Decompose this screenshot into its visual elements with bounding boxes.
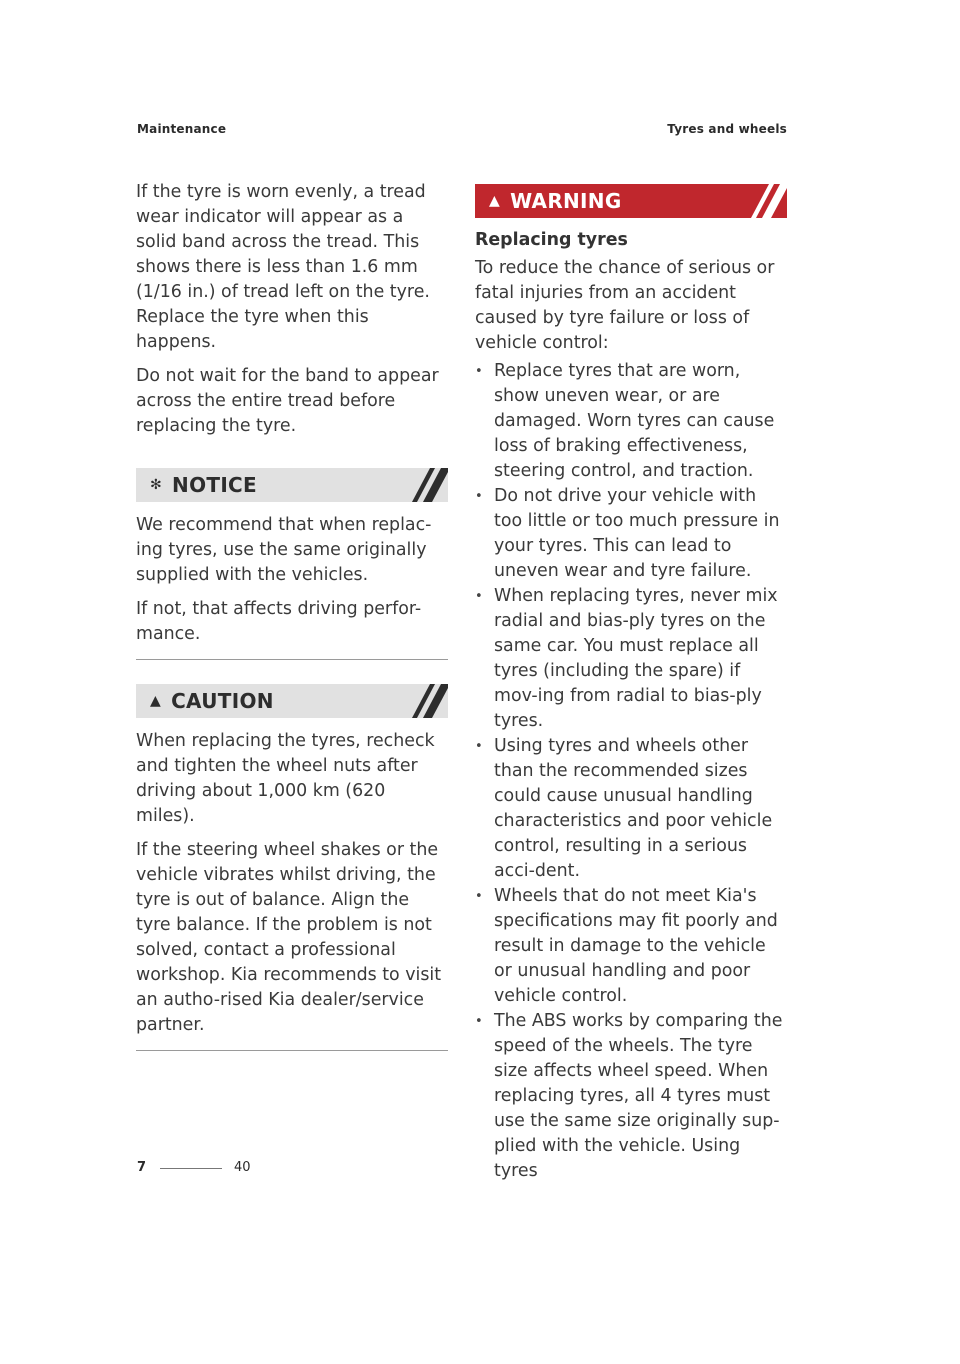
section-divider — [136, 1050, 448, 1051]
list-item: • Do not drive your vehicle with too little or too much pressure in your tyres. This can lead to uneven wear and tyre failure. — [475, 484, 787, 584]
caution-title: CAUTION — [171, 689, 274, 713]
left-column — [136, 180, 448, 1075]
warning-triangle-icon: ▲ — [489, 193, 501, 209]
list-item: • When replacing tyres, never mix radial and bias-ply tyres on the same car. You must replace all tyres (including the spare) if mov-ing from radial to bias-ply tyres. — [475, 584, 787, 734]
stripes-decoration — [398, 684, 448, 718]
list-item: • Replace tyres that are worn, show uneven wear, or are damaged. Worn tyres can cause loss of braking effectiveness, steering control, and traction. — [475, 359, 787, 484]
list-item: • Wheels that do not meet Kia's specifications may fit poorly and result in damage to the vehicle or unusual handling and poor vehicle control. — [475, 884, 787, 1009]
notice-paragraph: We recommend that when replac-ing tyres, use the same originally supplied with the vehicles. — [136, 515, 432, 585]
list-item: • The ABS works by comparing the speed of the wheels. The tyre size affects wheel speed. When replacing tyres, all 4 tyres must use the same size originally sup-plied with the vehicle. Using tyres — [475, 1009, 787, 1184]
list-item: • Using tyres and wheels other than the recommended sizes could cause unusual handling characteristics and poor vehicle control, resulting in a serious acci-dent. — [475, 734, 787, 884]
section-divider — [136, 659, 448, 660]
right-column — [475, 184, 787, 1184]
caution-banner — [136, 684, 448, 718]
header-section-title: Maintenance — [137, 122, 227, 136]
intro-paragraph: Do not wait for the band to appear across the entire tread before replacing the tyre. — [136, 366, 439, 436]
warning-intro: To reduce the chance of serious or fatal injuries from an accident caused by tyre failure or loss of vehicle control: — [475, 258, 775, 353]
snowflake-icon: ✻ — [150, 477, 163, 493]
notice-banner — [136, 468, 448, 502]
warning-bullet-list — [475, 359, 787, 1184]
stripes-decoration — [398, 468, 448, 502]
caution-paragraph: When replacing the tyres, recheck and tighten the wheel nuts after driving about 1,000 km (620 miles). — [136, 731, 435, 826]
intro-paragraph: If the tyre is worn evenly, a tread wear indicator will appear as a solid band across the tread. This shows there is less than 1.6 mm (1/16 in.) of tread left on the tyre. Replace the tyre when this happens. — [136, 182, 430, 352]
warning-triangle-icon: ▲ — [150, 693, 162, 709]
warning-subtitle: Replacing tyres — [475, 230, 628, 250]
warning-title: WARNING — [510, 189, 622, 213]
caution-paragraph: If the steering wheel shakes or the vehicle vibrates whilst driving, the tyre is out of balance. Align the tyre balance. If the problem is not solved, contact a professional workshop. Kia recommends to visit an autho-rised Kia dealer/service partner. — [136, 840, 442, 1035]
header-chapter-title: Tyres and wheels — [667, 122, 787, 136]
stripes-decoration — [737, 184, 787, 218]
notice-title: NOTICE — [172, 473, 257, 497]
chapter-number: 7 — [137, 1160, 147, 1175]
warning-banner — [475, 184, 787, 218]
notice-paragraph: If not, that affects driving perfor-mance. — [136, 599, 422, 644]
page-number: 40 — [234, 1160, 251, 1175]
footer-rule — [160, 1168, 222, 1169]
